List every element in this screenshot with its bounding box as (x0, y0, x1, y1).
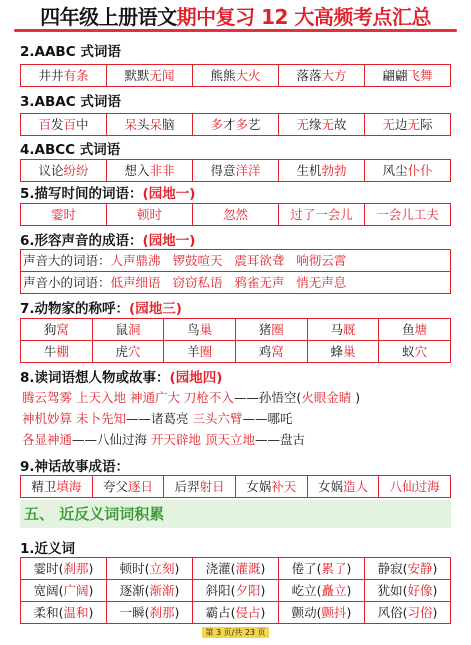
text-segment: 百 (63, 117, 77, 132)
synonyms-heading: 1.近义词 (20, 541, 76, 557)
word-cell (193, 114, 279, 136)
story-line-2 (20, 408, 451, 429)
word-cell (21, 319, 93, 341)
word-cell (307, 341, 379, 363)
text-segment: 刹那 (63, 561, 89, 576)
text-segment: 故 (334, 117, 347, 132)
text-segment: 声音小的词语： (23, 275, 111, 290)
text-segment: 忽然 (222, 207, 248, 222)
text-segment: 刹那 (149, 605, 175, 620)
text-segment: 火眼金睛 (301, 390, 352, 405)
word-cell (307, 476, 379, 498)
text-segment: 无 (321, 117, 335, 132)
text-segment: 马 (330, 322, 343, 337)
word-cell (235, 319, 307, 341)
word-cell (365, 160, 451, 182)
text-segment: ) (260, 561, 266, 576)
text-segment: ) (351, 390, 361, 405)
text-segment: 羊 (187, 344, 200, 359)
text-segment: 有条 (63, 68, 89, 83)
section-4-table (20, 159, 451, 182)
text-segment: 柔和( (33, 605, 64, 620)
story-line-3 (20, 429, 451, 450)
text-segment: ) (346, 583, 352, 598)
text-segment: 圈 (271, 322, 284, 337)
word-cell (279, 114, 365, 136)
synonym-cell (279, 580, 365, 602)
text-segment: 造人 (342, 479, 368, 494)
text-segment: 才 (222, 117, 236, 132)
word-cell (92, 319, 164, 341)
section-7-table (20, 318, 451, 363)
text-segment: 习俗 (407, 605, 433, 620)
page-title (0, 0, 471, 34)
text-segment: 风俗( (377, 605, 408, 620)
text-segment: ——孙悟空( (233, 390, 302, 405)
text-segment: 艺 (248, 117, 261, 132)
text-segment: 安静 (407, 561, 433, 576)
word-cell (107, 65, 193, 87)
text-segment: 广阔 (63, 583, 89, 598)
text-segment: 犹如( (377, 583, 408, 598)
text-segment: 宽阔( (33, 583, 64, 598)
text-segment: 响彻云霄 (296, 253, 347, 268)
text-segment: 后羿 (174, 479, 200, 494)
text-segment: ) (260, 583, 266, 598)
section-6-heading: 6.形容声音的成语：(园地一) (20, 233, 196, 249)
text-segment: ——盘古 (254, 432, 305, 447)
text-segment: 头 (136, 117, 150, 132)
word-cell (21, 476, 93, 498)
text-segment: 颤抖 (321, 605, 347, 620)
text-segment: 灌溉 (235, 561, 261, 576)
text-segment: 无闻 (149, 68, 175, 83)
text-segment: ) (88, 605, 94, 620)
text-segment: 呆 (124, 117, 137, 132)
word-cell (193, 160, 279, 182)
text-segment: 井井 (38, 68, 64, 83)
text-segment: 窝 (56, 322, 69, 337)
text-segment: 蚁 (402, 344, 415, 359)
text-segment: 多 (235, 117, 249, 132)
section-5-table (20, 203, 451, 226)
text-segment: 逐渐( (119, 583, 150, 598)
text-segment: ——八仙过海 (72, 432, 151, 447)
word-cell (279, 204, 365, 226)
title-red: 期中复习 12 大高频考点汇总 (176, 5, 431, 29)
text-segment: 震耳欲聋 (234, 253, 297, 268)
text-segment: 纷纷 (63, 163, 89, 178)
word-cell (164, 319, 236, 341)
text-segment: 穴 (127, 344, 141, 359)
text-segment: 渐渐 (149, 583, 175, 598)
word-cell (21, 65, 107, 87)
section-2-table (20, 64, 451, 87)
word-cell (164, 341, 236, 363)
text-segment: 鼠 (115, 322, 128, 337)
part-5-heading: 五、 近反义词词积累 (20, 500, 451, 528)
text-segment: 大火 (235, 68, 261, 83)
text-segment: 边 (394, 117, 408, 132)
word-cell (107, 204, 193, 226)
text-segment: ——哪吒 (242, 411, 293, 426)
text-segment: 鸡 (258, 344, 272, 359)
text-segment: 神机妙算 未卜先知 (22, 411, 126, 426)
text-segment: 际 (420, 117, 433, 132)
section-4-heading: 4.ABCC 式词语 (20, 142, 121, 158)
word-cell (365, 65, 451, 87)
text-segment: 蜂 (330, 344, 343, 359)
text-segment: 缘 (308, 117, 322, 132)
section-9-heading: 9.神话故事成语： (20, 459, 130, 475)
synonym-cell (193, 602, 279, 624)
text-segment: 落落 (296, 68, 322, 83)
word-cell (193, 204, 279, 226)
title-underline (14, 29, 457, 32)
text-segment: ) (260, 605, 266, 620)
text-segment: 议论 (38, 163, 64, 178)
text-segment: 圈 (199, 344, 213, 359)
section-8-heading: 8.读词语想人物或故事：(园地四) (20, 370, 223, 386)
text-segment: 立刻 (149, 561, 175, 576)
word-cell (21, 160, 107, 182)
text-segment: 大方 (321, 68, 347, 83)
text-segment: 矗立 (321, 583, 347, 598)
text-segment: 窝 (271, 344, 284, 359)
text-segment: ) (174, 561, 180, 576)
text-segment: 顿时 (136, 207, 162, 222)
text-segment: 鸟 (187, 322, 200, 337)
word-cell (279, 65, 365, 87)
text-segment: 风尘 (382, 163, 408, 178)
text-segment: 夸父 (102, 479, 128, 494)
text-segment: 猪 (258, 322, 272, 337)
text-segment: 呆 (149, 117, 163, 132)
synonym-cell (279, 602, 365, 624)
loud-sounds-line (21, 250, 450, 272)
section-6-box (20, 249, 451, 294)
text-segment: ) (432, 605, 438, 620)
word-cell (365, 114, 451, 136)
text-segment: 夕阳 (235, 583, 261, 598)
text-segment: 补天 (271, 479, 297, 494)
text-segment: 顿时( (119, 561, 150, 576)
word-cell (307, 319, 379, 341)
word-cell (21, 204, 107, 226)
text-segment: 悄无声息 (296, 275, 347, 290)
word-cell (21, 114, 107, 136)
text-segment: 脑 (162, 117, 175, 132)
word-cell (279, 160, 365, 182)
text-segment: 三头六臂 (192, 411, 243, 426)
text-segment: 浇灌( (205, 561, 236, 576)
word-cell (107, 114, 193, 136)
text-segment: 狗 (43, 322, 57, 337)
text-segment: 窃窃私语 (172, 275, 235, 290)
text-segment: 虎 (115, 344, 128, 359)
section-8-box (20, 387, 451, 450)
text-segment: 一会儿工夫 (376, 207, 439, 222)
text-segment: ) (174, 583, 180, 598)
text-segment: 无 (407, 117, 421, 132)
word-cell (193, 65, 279, 87)
synonym-cell (193, 580, 279, 602)
word-cell (379, 476, 451, 498)
text-segment: ) (432, 583, 438, 598)
synonym-cell (107, 580, 193, 602)
text-segment: 熊熊 (210, 68, 236, 83)
word-cell (235, 341, 307, 363)
text-segment: 侵占 (235, 605, 261, 620)
text-segment: 鸦雀无声 (234, 275, 297, 290)
text-segment: 倦了( (291, 561, 322, 576)
text-segment: 女娲 (246, 479, 272, 494)
text-segment: ) (88, 583, 94, 598)
word-cell (379, 319, 451, 341)
text-segment: 洞 (127, 322, 141, 337)
text-segment: 仆仆 (407, 163, 433, 178)
word-cell (107, 160, 193, 182)
text-segment: 飞舞 (407, 68, 433, 83)
text-segment: ) (174, 605, 180, 620)
text-segment: ) (432, 561, 438, 576)
text-segment: 中 (76, 117, 89, 132)
text-segment: 各显神通 (22, 432, 73, 447)
word-cell (21, 341, 93, 363)
text-segment: 无 (296, 117, 309, 132)
text-segment: 百 (38, 117, 51, 132)
synonym-cell (21, 602, 107, 624)
synonym-cell (365, 580, 451, 602)
text-segment: 低声细语 (110, 275, 173, 290)
text-segment: 默默 (124, 68, 150, 83)
text-segment: 巢 (199, 322, 213, 337)
section-5-heading: 5.描写时间的词语：(园地一) (20, 186, 196, 202)
text-segment: 非非 (149, 163, 175, 178)
text-segment: 女娲 (317, 479, 343, 494)
text-segment: 人声鼎沸 (110, 253, 173, 268)
text-segment: 斜阳( (205, 583, 236, 598)
text-segment: 巢 (342, 344, 356, 359)
text-segment: 一瞬( (119, 605, 150, 620)
synonym-cell (21, 580, 107, 602)
text-segment: 多 (210, 117, 223, 132)
section-3-table (20, 113, 451, 136)
text-segment: 棚 (56, 344, 69, 359)
text-segment: ) (346, 561, 352, 576)
text-segment: 厩 (342, 322, 356, 337)
text-segment: 得意 (210, 163, 236, 178)
section-3-heading: 3.ABAC 式词语 (20, 94, 121, 110)
text-segment: 牛 (43, 344, 57, 359)
synonym-cell (365, 602, 451, 624)
word-cell (365, 204, 451, 226)
text-segment: 霸占( (205, 605, 236, 620)
text-segment: 无 (382, 117, 395, 132)
text-segment: 勃勃 (321, 163, 347, 178)
text-segment: 精卫 (31, 479, 57, 494)
synonym-cell (365, 558, 451, 580)
text-segment: 好像 (407, 583, 433, 598)
title-black: 四年级上册语文 (40, 5, 177, 29)
synonyms-table (20, 557, 451, 624)
text-segment: 逐日 (127, 479, 153, 494)
text-segment: 填海 (56, 479, 82, 494)
text-segment: 开天辟地 顶天立地 (151, 432, 255, 447)
text-segment: 霎时( (33, 561, 64, 576)
section-9-table (20, 475, 451, 498)
synonym-cell (107, 602, 193, 624)
text-segment: 累了 (321, 561, 347, 576)
word-cell (164, 476, 236, 498)
text-segment: 霎时 (50, 207, 76, 222)
text-segment: 腾云驾雾 上天入地 神通广大 刀枪不入 (22, 390, 234, 405)
synonym-cell (107, 558, 193, 580)
synonym-cell (21, 558, 107, 580)
text-segment: 温和 (63, 605, 89, 620)
word-cell (379, 341, 451, 363)
text-segment: 锣鼓喧天 (172, 253, 235, 268)
page-footer: 第 3 页/共 23 页 (0, 627, 471, 638)
text-segment: 静寂( (377, 561, 408, 576)
text-segment: 射日 (199, 479, 225, 494)
story-line-1 (20, 387, 451, 408)
text-segment: 生机 (296, 163, 322, 178)
word-cell (235, 476, 307, 498)
text-segment: 发 (50, 117, 64, 132)
text-segment: 穴 (414, 344, 428, 359)
word-cell (92, 476, 164, 498)
synonym-cell (279, 558, 365, 580)
section-7-heading: 7.动物家的称呼：(园地三) (20, 301, 182, 317)
text-segment: 想入 (124, 163, 150, 178)
text-segment: ) (346, 605, 352, 620)
text-segment: 洋洋 (235, 163, 261, 178)
section-2-heading: 2.AABC 式词语 (20, 44, 121, 60)
text-segment: ) (88, 561, 94, 576)
text-segment: 颤动( (291, 605, 322, 620)
text-segment: ——诸葛亮 (125, 411, 193, 426)
text-segment: 过了一会儿 (290, 207, 353, 222)
soft-sounds-line (21, 272, 450, 293)
text-segment: 鱼 (402, 322, 415, 337)
word-cell (92, 341, 164, 363)
text-segment: 塘 (414, 322, 428, 337)
text-segment: 八仙过海 (389, 479, 440, 494)
text-segment: 翩翩 (382, 68, 408, 83)
synonym-cell (193, 558, 279, 580)
text-segment: 声音大的词语： (23, 253, 111, 268)
text-segment: 屹立( (291, 583, 322, 598)
